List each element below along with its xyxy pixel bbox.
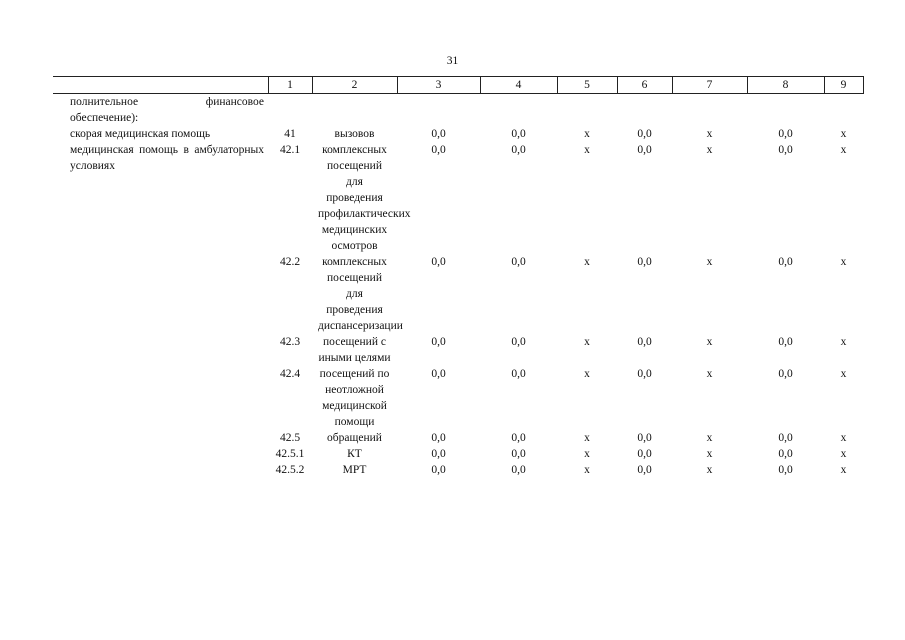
header-cell: 6 <box>617 77 672 94</box>
row-value-8: 0,0 <box>778 336 793 348</box>
row-unit: посещений по неотложной медицинской помощи <box>319 368 390 428</box>
row-number: 42.2 <box>279 256 301 268</box>
row-value-5: x <box>584 144 590 156</box>
row-value-5: x <box>584 464 590 476</box>
row-value-6: 0,0 <box>637 368 652 380</box>
row-value-4: 0,0 <box>511 144 526 156</box>
row-number: 41 <box>284 128 296 140</box>
header-cell: 7 <box>672 77 747 94</box>
row-value-9: x <box>840 336 847 348</box>
row-number: 42.3 <box>279 336 301 348</box>
row-value-6: 0,0 <box>637 448 652 460</box>
table-row <box>53 142 863 254</box>
header-blank-cell <box>53 77 268 94</box>
row-value-9: x <box>840 256 847 268</box>
row-unit: вызовов <box>334 128 375 140</box>
row-unit: КТ <box>347 448 362 460</box>
row-value-3: 0,0 <box>431 368 446 380</box>
row-value-7: x <box>706 144 713 156</box>
row-value-8: 0,0 <box>778 256 793 268</box>
row-value-5: x <box>584 128 590 140</box>
row-value-7: x <box>706 448 713 460</box>
row-value-9: x <box>840 128 847 140</box>
row-value-5: x <box>584 368 590 380</box>
header-cell: 4 <box>480 77 557 94</box>
row-number: 42.4 <box>279 368 301 380</box>
row-unit: обращений <box>327 432 382 444</box>
table-row <box>53 334 863 366</box>
row-number: 42.5.2 <box>275 464 305 476</box>
row-unit: комплексных посещений для проведения профилактических медицинских осмотров <box>318 144 411 252</box>
row-value-7: x <box>706 432 713 444</box>
row-unit: посещений с иными целями <box>318 336 391 364</box>
row-value-4: 0,0 <box>511 368 526 380</box>
row-value-9: x <box>840 448 847 460</box>
row-value-4: 0,0 <box>511 432 526 444</box>
row-value-8: 0,0 <box>778 448 793 460</box>
row-value-6: 0,0 <box>637 464 652 476</box>
row-value-9: x <box>840 432 847 444</box>
row-value-6: 0,0 <box>637 432 652 444</box>
row-unit: МРТ <box>342 464 367 476</box>
header-cell: 2 <box>312 77 397 94</box>
intro-line-1: полнительное финансовое <box>70 96 264 108</box>
row-value-3: 0,0 <box>431 256 446 268</box>
row-value-3: 0,0 <box>431 448 446 460</box>
table-row <box>53 462 863 478</box>
row-value-5: x <box>584 432 590 444</box>
table-row <box>53 366 863 430</box>
row-number: 42.1 <box>279 144 301 156</box>
row-name <box>53 334 268 366</box>
row-value-4: 0,0 <box>511 448 526 460</box>
row-value-6: 0,0 <box>637 256 652 268</box>
row-value-8: 0,0 <box>778 368 793 380</box>
row-value-5: x <box>584 336 590 348</box>
row-name <box>53 254 268 334</box>
table-body <box>53 94 863 479</box>
row-name: медицинская помощь в амбулаторных условиях <box>70 144 264 172</box>
row-value-8: 0,0 <box>778 432 793 444</box>
row-value-3: 0,0 <box>431 144 446 156</box>
row-name <box>53 446 268 462</box>
row-value-7: x <box>706 256 713 268</box>
row-value-3: 0,0 <box>431 432 446 444</box>
row-value-8: 0,0 <box>778 144 793 156</box>
data-table-wrapper <box>53 76 863 478</box>
table-row <box>53 430 863 446</box>
row-value-9: x <box>840 464 847 476</box>
table-row <box>53 254 863 334</box>
row-value-3: 0,0 <box>431 336 446 348</box>
header-cell: 5 <box>557 77 617 94</box>
data-table <box>53 76 864 478</box>
row-value-7: x <box>706 128 713 140</box>
header-cell: 1 <box>268 77 312 94</box>
row-value-6: 0,0 <box>637 128 652 140</box>
row-value-9: x <box>840 368 847 380</box>
table-row-intro <box>53 94 863 127</box>
row-value-3: 0,0 <box>431 128 446 140</box>
header-cell: 3 <box>397 77 480 94</box>
row-unit: комплексных посещений для проведения диспансеризации <box>318 256 403 332</box>
table-row <box>53 446 863 462</box>
table-row <box>53 126 863 142</box>
row-number: 42.5 <box>279 432 301 444</box>
row-value-7: x <box>706 368 713 380</box>
intro-line-2: обеспечение): <box>70 112 139 124</box>
intro-text <box>53 94 268 127</box>
row-value-6: 0,0 <box>637 144 652 156</box>
row-value-9: x <box>840 144 847 156</box>
row-value-4: 0,0 <box>511 256 526 268</box>
row-value-4: 0,0 <box>511 464 526 476</box>
page-number: 31 <box>446 55 459 67</box>
row-name <box>53 462 268 478</box>
row-value-7: x <box>706 336 713 348</box>
row-value-6: 0,0 <box>637 336 652 348</box>
row-name: скорая медицинская помощь <box>70 128 211 140</box>
row-value-7: x <box>706 464 713 476</box>
row-value-3: 0,0 <box>431 464 446 476</box>
row-value-5: x <box>584 448 590 460</box>
header-cell: 8 <box>747 77 824 94</box>
row-value-8: 0,0 <box>778 128 793 140</box>
row-value-4: 0,0 <box>511 128 526 140</box>
row-name <box>53 430 268 446</box>
row-value-4: 0,0 <box>511 336 526 348</box>
row-name <box>53 366 268 430</box>
row-value-5: x <box>584 256 590 268</box>
row-number: 42.5.1 <box>275 448 305 460</box>
header-cell: 9 <box>824 77 863 94</box>
table-header <box>53 77 863 94</box>
row-value-8: 0,0 <box>778 464 793 476</box>
